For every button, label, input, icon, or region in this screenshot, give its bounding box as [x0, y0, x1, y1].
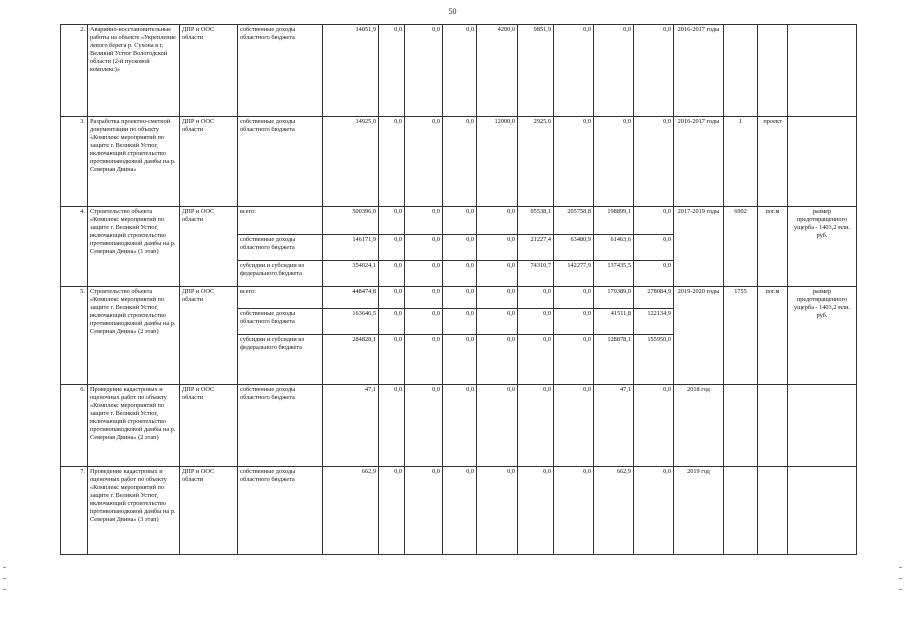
indicator-value [724, 385, 758, 467]
period: 2016-2017 годы [674, 25, 724, 117]
table-row [61, 117, 857, 207]
amount-cell: 0,0 [443, 207, 477, 235]
amount-cell: 0,0 [518, 287, 554, 309]
page-number: 50 [448, 7, 457, 16]
amount-cell: 0,0 [554, 309, 594, 335]
amount-cell: 0,0 [554, 117, 594, 207]
amount-cell: 21227,4 [518, 235, 554, 261]
executor: ДПР и ООС области [180, 117, 238, 207]
amount-cell: 0,0 [443, 261, 477, 287]
amount-cell: 95538,1 [518, 207, 554, 235]
executor: ДПР и ООС области [180, 385, 238, 467]
amount-cell: 278084,9 [634, 287, 674, 309]
amount-cell: 9851,9 [518, 25, 554, 117]
amount-cell: 0,0 [477, 385, 518, 467]
indicator-unit: пог.м [758, 287, 788, 385]
table-row [61, 207, 857, 235]
executor: ДПР и ООС области [180, 287, 238, 385]
expected-result: размер предотвращенного ущерба - 1403,2 млн. руб. [788, 207, 857, 287]
amount-cell: 128878,1 [594, 335, 634, 385]
indicator-unit: пог.м [758, 207, 788, 287]
amount-cell: 170389,0 [594, 287, 634, 309]
funding-source: субсидии и субсидии из федерального бюджета [238, 335, 323, 385]
scan-mark [899, 589, 902, 590]
amount-cell: 0,0 [379, 117, 405, 207]
row-number: 7. [61, 467, 88, 555]
funding-source: всего: [238, 287, 323, 309]
amount-cell: 0,0 [634, 207, 674, 235]
expected-result: размер предотвращенного ущерба - 1403,2 млн. руб. [788, 287, 857, 385]
amount-cell: 0,0 [405, 207, 443, 235]
amount-cell: 354024,1 [323, 261, 379, 287]
amount-cell: 0,0 [594, 117, 634, 207]
amount-cell: 0,0 [443, 385, 477, 467]
amount-cell: 0,0 [634, 235, 674, 261]
row-number: 4. [61, 207, 88, 287]
amount-cell: 0,0 [518, 385, 554, 467]
amount-cell: 0,0 [554, 385, 594, 467]
amount-cell: 284828,1 [323, 335, 379, 385]
row-number: 3. [61, 117, 88, 207]
activity-name: Строительство объекта «Комплекс мероприятий по защите г. Великий Устюг, включающий строительство противопаводковой дамбы на р. Северная Двина» (2 этап) [88, 287, 180, 385]
activity-name: Аварийно-восстановительные работы на объекте «Укрепление левого берега р. Сухона в г. Великий Устюг Вологодской области (2-й пусковой комплекс)» [88, 25, 180, 117]
funding-source: собственные доходы областного бюджета [238, 235, 323, 261]
indicator-unit [758, 467, 788, 555]
amount-cell: 0,0 [477, 261, 518, 287]
activity-name: Проведение кадастровых и оценочных работ по объекту «Комплекс мероприятий по защите г. Великий Устюг, включающий строительство противопаводковой дамбы на р. Северная Двина» (2 этап) [88, 385, 180, 467]
amount-cell: 0,0 [518, 467, 554, 555]
amount-cell: 0,0 [477, 309, 518, 335]
funding-source: субсидии и субсидии из федерального бюджета [238, 261, 323, 287]
amount-cell: 163646,5 [323, 309, 379, 335]
indicator-value: 6902 [724, 207, 758, 287]
amount-cell: 146171,9 [323, 235, 379, 261]
amount-cell: 4200,0 [477, 25, 518, 117]
indicator-value [724, 25, 758, 117]
amount-cell: 0,0 [405, 309, 443, 335]
amount-cell: 0,0 [554, 287, 594, 309]
amount-cell: 0,0 [634, 117, 674, 207]
amount-cell: 0,0 [477, 287, 518, 309]
indicator-value: 1755 [724, 287, 758, 385]
amount-cell: 2925,0 [518, 117, 554, 207]
amount-cell: 0,0 [477, 235, 518, 261]
amount-cell: 47,1 [323, 385, 379, 467]
amount-cell: 142277,9 [554, 261, 594, 287]
amount-cell: 14051,9 [323, 25, 379, 117]
amount-cell: 448474,8 [323, 287, 379, 309]
funding-source: собственные доходы областного бюджета [238, 25, 323, 117]
amount-cell: 0,0 [554, 335, 594, 385]
amount-cell: 0,0 [405, 385, 443, 467]
amount-cell: 205758,8 [554, 207, 594, 235]
funding-source: собственные доходы областного бюджета [238, 385, 323, 467]
expected-result [788, 117, 857, 207]
amount-cell: 63480,9 [554, 235, 594, 261]
amount-cell: 0,0 [443, 25, 477, 117]
scan-mark [3, 578, 6, 579]
executor: ДПР и ООС области [180, 207, 238, 287]
amount-cell: 0,0 [405, 25, 443, 117]
funding-source: собственные доходы областного бюджета [238, 309, 323, 335]
amount-cell: 0,0 [443, 235, 477, 261]
expected-result [788, 25, 857, 117]
amount-cell: 0,0 [443, 467, 477, 555]
funding-source: собственные доходы областного бюджета [238, 467, 323, 555]
amount-cell: 74310,7 [518, 261, 554, 287]
activity-name: Разработка проектно-сметной документации по объекту «Комплекс мероприятий по защите г. Великий Устюг, включающий строительство противопаводковой дамбы на р. Северная Двина» [88, 117, 180, 207]
amount-cell: 0,0 [477, 467, 518, 555]
amount-cell: 0,0 [405, 467, 443, 555]
amount-cell: 12000,0 [477, 117, 518, 207]
amount-cell: 0,0 [405, 235, 443, 261]
amount-cell: 0,0 [379, 335, 405, 385]
amount-cell: 41511,8 [594, 309, 634, 335]
scan-mark [3, 589, 6, 590]
table-row [61, 25, 857, 117]
executor: ДПР и ООС области [180, 467, 238, 555]
row-number: 6. [61, 385, 88, 467]
amount-cell: 155950,0 [634, 335, 674, 385]
amount-cell: 0,0 [405, 287, 443, 309]
indicator-value [724, 467, 758, 555]
period: 2018 год [674, 385, 724, 467]
amount-cell: 0,0 [379, 25, 405, 117]
amount-cell: 47,1 [594, 385, 634, 467]
indicator-unit: проект [758, 117, 788, 207]
period: 2016-2017 годы [674, 117, 724, 207]
indicator-unit [758, 25, 788, 117]
amount-cell: 198899,1 [594, 207, 634, 235]
amount-cell: 0,0 [443, 117, 477, 207]
amount-cell: 0,0 [379, 261, 405, 287]
scan-mark [3, 567, 6, 568]
amount-cell: 0,0 [554, 467, 594, 555]
scan-mark [899, 578, 902, 579]
amount-cell: 14925,0 [323, 117, 379, 207]
indicator-value: 1 [724, 117, 758, 207]
amount-cell: 0,0 [518, 335, 554, 385]
program-table [60, 24, 857, 555]
amount-cell: 0,0 [443, 287, 477, 309]
amount-cell: 61463,6 [594, 235, 634, 261]
amount-cell: 0,0 [443, 335, 477, 385]
amount-cell: 0,0 [379, 467, 405, 555]
amount-cell: 0,0 [379, 287, 405, 309]
amount-cell: 0,0 [379, 207, 405, 235]
expected-result [788, 385, 857, 467]
table-row [61, 287, 857, 309]
amount-cell: 0,0 [405, 117, 443, 207]
amount-cell: 0,0 [405, 261, 443, 287]
funding-source: всего: [238, 207, 323, 235]
amount-cell: 122134,9 [634, 309, 674, 335]
amount-cell: 0,0 [594, 25, 634, 117]
amount-cell: 0,0 [634, 385, 674, 467]
amount-cell: 0,0 [477, 335, 518, 385]
period: 2017-2019 годы [674, 207, 724, 287]
funding-source: собственные доходы областного бюджета [238, 117, 323, 207]
activity-name: Строительство объекта «Комплекс мероприятий по защите г. Великий Устюг, включающий строительство противопаводковой дамбы на р. Северная Двина» (1 этап) [88, 207, 180, 287]
amount-cell: 0,0 [405, 335, 443, 385]
executor: ДПР и ООС области [180, 25, 238, 117]
activity-name: Проведение кадастровых и оценочных работ по объекту «Комплекс мероприятий по защите г. Великий Устюг, включающий строительство противопаводковой дамбы на р. Северная Двина» (3 этап) [88, 467, 180, 555]
amount-cell: 500396,0 [323, 207, 379, 235]
amount-cell: 0,0 [634, 25, 674, 117]
amount-cell: 0,0 [634, 261, 674, 287]
table-row [61, 467, 857, 555]
expected-result [788, 467, 857, 555]
amount-cell: 0,0 [634, 467, 674, 555]
amount-cell: 0,0 [554, 25, 594, 117]
amount-cell: 662,9 [323, 467, 379, 555]
amount-cell: 137435,5 [594, 261, 634, 287]
amount-cell: 0,0 [443, 309, 477, 335]
scan-mark [899, 567, 902, 568]
indicator-unit [758, 385, 788, 467]
amount-cell: 662,9 [594, 467, 634, 555]
amount-cell: 0,0 [379, 235, 405, 261]
row-number: 5. [61, 287, 88, 385]
period: 2019-2020 годы [674, 287, 724, 385]
amount-cell: 0,0 [518, 309, 554, 335]
row-number: 2. [61, 25, 88, 117]
table-row [61, 385, 857, 467]
amount-cell: 0,0 [379, 309, 405, 335]
amount-cell: 0,0 [379, 385, 405, 467]
amount-cell: 0,0 [477, 207, 518, 235]
period: 2019 год [674, 467, 724, 555]
